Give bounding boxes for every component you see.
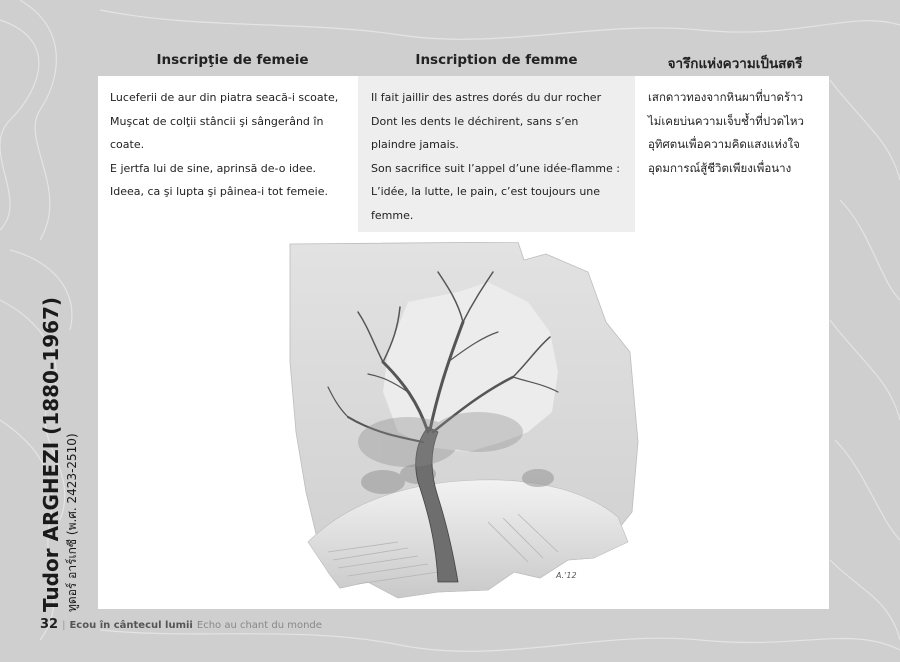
- page-footer: [40, 617, 322, 632]
- author-name: Tudor ARGHEZI (1880-1967): [39, 296, 63, 612]
- author-side-title: [38, 297, 80, 612]
- author-name-thai: ทูดอร์ อาร์เกซี (พ.ศ. 2423-2510): [65, 433, 79, 612]
- poem-line: E jertfa lui de sine, aprinsă de-o idee.: [110, 161, 317, 175]
- heading-thai: จารึกแห่งความเป็นสตรี: [667, 56, 803, 72]
- poem-line: L’idée, la lutte, le pain, c’est toujours une: [371, 185, 601, 198]
- poem-french: [371, 76, 631, 227]
- poem-romanian: [110, 76, 355, 204]
- book-title-french: Echo au chant du monde: [196, 620, 322, 631]
- poem-line: Ideea, ca şi lupta şi pâinea-i tot femeie.: [110, 185, 328, 198]
- poem-line: Muşcat de colţii stâncii şi sângerând în: [110, 114, 324, 128]
- poem-line: ไม่เคยบ่นความเจ็บช้ำที่ปวดไหว: [648, 113, 804, 128]
- poem-line: coate.: [110, 138, 145, 151]
- tree-sketch-illustration: [288, 242, 640, 602]
- heading-french: Inscription de femme: [415, 52, 578, 68]
- heading-romanian: Inscripţie de femeie: [156, 52, 309, 68]
- footer-separator: |: [62, 620, 66, 631]
- poem-line: เสกดาวทองจากหินผาที่บาดร้าว: [648, 90, 804, 104]
- poem-line: Il fait jaillir des astres dorés du dur rocher: [371, 91, 602, 104]
- poem-line: Dont les dents le déchirent, sans s’en: [371, 114, 579, 128]
- book-title-romanian: Ecou în cântecul lumii: [69, 620, 193, 631]
- poem-line: femme.: [371, 208, 414, 222]
- poem-line: plaindre jamais.: [371, 138, 459, 151]
- poem-line: Luceferii de aur din piatra seacă-i scoate,: [110, 91, 339, 104]
- poem-line: อุทิศตนเพื่อความคิดแสงแห่งใจ: [648, 137, 800, 151]
- poem-line: Son sacrifice suit l’appel d’une idée-flamme :: [371, 161, 620, 175]
- page-number: 32: [40, 617, 59, 632]
- artist-signature: A.'12: [556, 571, 577, 580]
- poem-line: อุดมการณ์สู้ชีวิตเพียงเพื่อนาง: [648, 160, 792, 175]
- poem-thai: [648, 76, 824, 180]
